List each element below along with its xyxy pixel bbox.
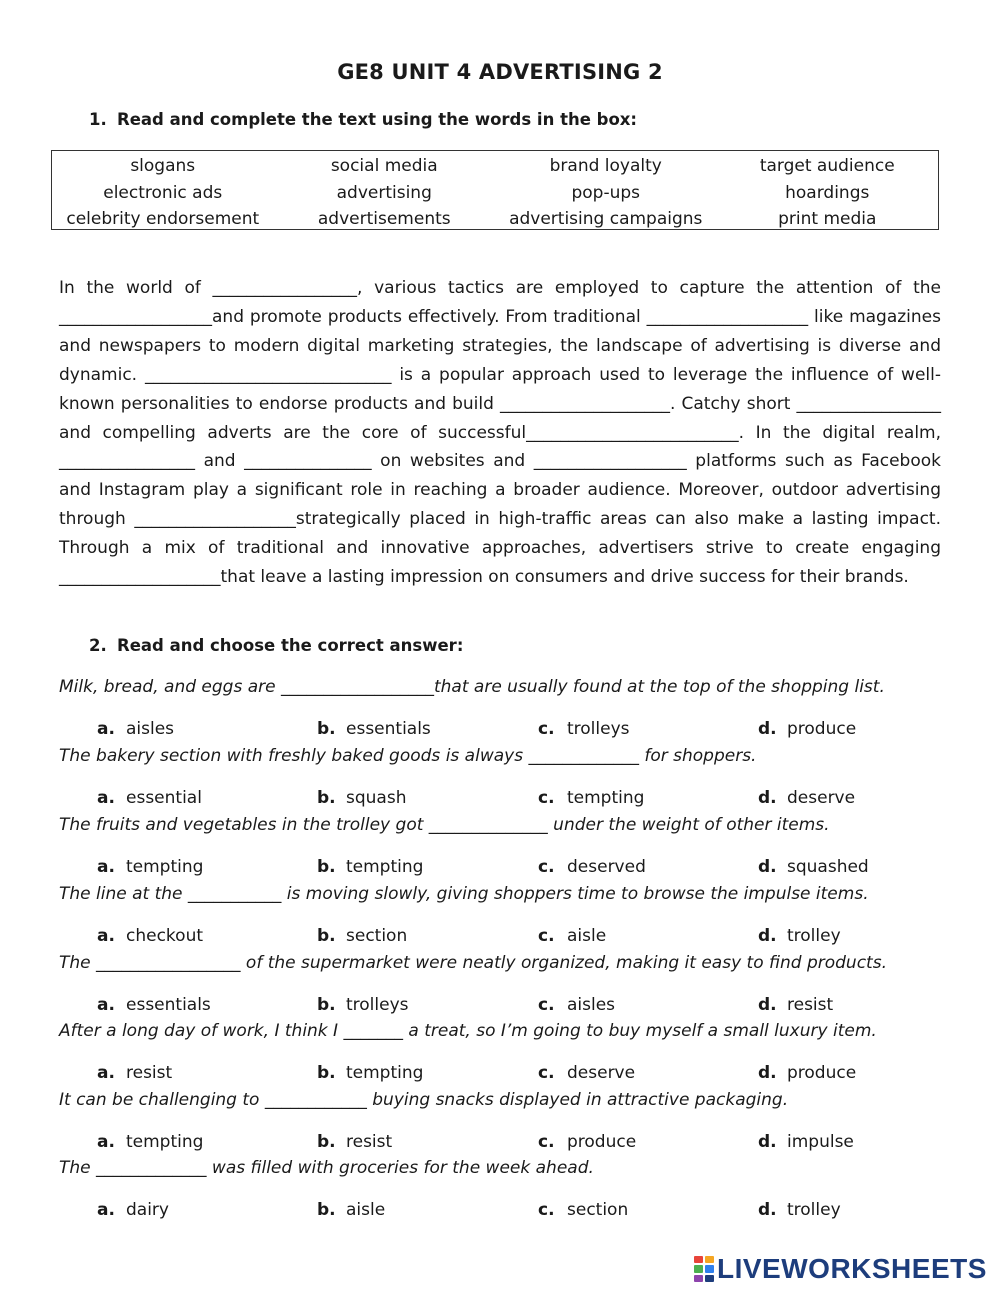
option-text: tempting xyxy=(346,1063,424,1083)
option-c[interactable] xyxy=(538,1132,636,1152)
answer-options xyxy=(97,857,937,881)
option-letter: a. xyxy=(97,788,115,808)
option-text: resist xyxy=(346,1132,393,1152)
option-a[interactable] xyxy=(97,995,211,1015)
option-letter: a. xyxy=(97,719,115,739)
logo-square xyxy=(705,1256,714,1263)
option-letter: b. xyxy=(317,995,336,1015)
answer-options xyxy=(97,788,937,812)
answer-options xyxy=(97,1200,937,1224)
option-a[interactable] xyxy=(97,1063,172,1083)
option-letter: c. xyxy=(538,788,555,808)
question-text: Milk, bread, and eggs are __________________that are usually found at the top of the shopping list. xyxy=(59,677,885,697)
answer-options xyxy=(97,995,937,1019)
option-text: trolley xyxy=(787,926,841,946)
option-text: squashed xyxy=(787,857,869,877)
option-letter: a. xyxy=(97,1132,115,1152)
question-text: The _________________ of the supermarket were neatly organized, making it easy to find products. xyxy=(59,953,887,973)
option-text: checkout xyxy=(126,926,204,946)
option-d[interactable] xyxy=(758,1200,841,1220)
option-d[interactable] xyxy=(758,926,841,946)
word-box-word: hoardings xyxy=(785,182,870,203)
fill-in-passage: In the world of _________________, various tactics are employed to capture the attention of the __________________and promote products effectively. From traditional ___________________ like magazines and newspapers to modern digital marketing strategies, the landscape of advertising is diverse and dynamic. _____________________________ is a popular approach used to leverage the influence of well-known personalities to endorse products and build ____________________. Catchy short _________________ and compelling adverts are the core of successful_________________________. In the digital realm, ________________ and _______________ on websites and __________________ platforms such as Facebook and Instagram play a significant role in reaching a broader audience. Moreover, outdoor advertising through ___________________strategically placed in high-traffic areas can also make a lasting impact. Through a mix of traditional and innovative approaches, advertisers strive to create engaging ___________________that leave a lasting impression on consumers and drive success for their brands. xyxy=(59,278,941,588)
option-letter: c. xyxy=(538,1063,555,1083)
option-d[interactable] xyxy=(758,857,869,877)
option-letter: a. xyxy=(97,1200,115,1220)
option-d[interactable] xyxy=(758,719,856,739)
option-letter: a. xyxy=(97,857,115,877)
section-2-heading xyxy=(89,636,463,655)
word-box-word: brand loyalty xyxy=(549,156,662,177)
option-b[interactable] xyxy=(317,788,406,808)
option-letter: d. xyxy=(758,926,777,946)
option-letter: d. xyxy=(758,995,777,1015)
option-text: resist xyxy=(787,995,834,1015)
option-text: tempting xyxy=(126,1132,204,1152)
option-a[interactable] xyxy=(97,926,203,946)
logo-square xyxy=(705,1265,714,1272)
option-letter: b. xyxy=(317,857,336,877)
option-b[interactable] xyxy=(317,1200,385,1220)
option-text: essentials xyxy=(346,719,431,739)
option-letter: b. xyxy=(317,1132,336,1152)
word-box-word: social media xyxy=(330,156,438,177)
option-text: deserve xyxy=(787,788,856,808)
option-text: squash xyxy=(346,788,407,808)
word-box-word: pop-ups xyxy=(571,182,641,203)
option-a[interactable] xyxy=(97,719,174,739)
option-letter: c. xyxy=(538,926,555,946)
option-a[interactable] xyxy=(97,788,202,808)
answer-options xyxy=(97,1063,937,1087)
option-letter: c. xyxy=(538,1132,555,1152)
option-text: tempting xyxy=(126,857,204,877)
word-box-word: electronic ads xyxy=(103,182,223,203)
option-text: aisle xyxy=(346,1200,386,1220)
option-text: deserved xyxy=(567,857,646,877)
option-text: aisles xyxy=(567,995,616,1015)
option-letter: c. xyxy=(538,995,555,1015)
question-text: The fruits and vegetables in the trolley got ______________ under the weight of other items. xyxy=(59,815,830,835)
logo-square xyxy=(705,1275,714,1282)
option-c[interactable] xyxy=(538,1200,628,1220)
option-a[interactable] xyxy=(97,1200,169,1220)
option-b[interactable] xyxy=(317,995,409,1015)
option-text: produce xyxy=(787,1063,857,1083)
word-box xyxy=(51,150,939,230)
option-d[interactable] xyxy=(758,1132,854,1152)
section-1-number: 1. xyxy=(89,110,107,129)
option-letter: d. xyxy=(758,857,777,877)
option-text: impulse xyxy=(787,1132,854,1152)
word-box-word: celebrity endorsement xyxy=(66,209,260,230)
option-text: aisles xyxy=(126,719,175,739)
logo-square xyxy=(694,1265,703,1272)
option-text: aisle xyxy=(567,926,607,946)
section-2-number: 2. xyxy=(89,636,107,655)
liveworksheets-logo[interactable] xyxy=(694,1252,987,1286)
logo-square xyxy=(694,1275,703,1282)
option-letter: b. xyxy=(317,926,336,946)
option-letter: b. xyxy=(317,1063,336,1083)
page-title: GE8 UNIT 4 ADVERTISING 2 xyxy=(337,60,663,84)
word-box-word: advertising xyxy=(336,182,432,203)
option-text: trolley xyxy=(787,1200,841,1220)
option-a[interactable] xyxy=(97,1132,203,1152)
option-letter: d. xyxy=(758,1132,777,1152)
answer-options xyxy=(97,1132,937,1156)
section-1-heading-text: Read and complete the text using the words in the box: xyxy=(117,110,638,129)
section-1-heading xyxy=(89,110,637,129)
option-letter: a. xyxy=(97,926,115,946)
option-letter: d. xyxy=(758,1063,777,1083)
option-text: essential xyxy=(126,788,202,808)
option-text: dairy xyxy=(126,1200,169,1220)
word-box-word: slogans xyxy=(130,156,196,177)
option-letter: b. xyxy=(317,1200,336,1220)
option-letter: b. xyxy=(317,719,336,739)
answer-options xyxy=(97,926,937,950)
option-b[interactable] xyxy=(317,1132,392,1152)
option-a[interactable] xyxy=(97,857,203,877)
question-text: The bakery section with freshly baked goods is always _____________ for shoppers. xyxy=(59,746,757,766)
section-2-heading-text: Read and choose the correct answer: xyxy=(117,636,464,655)
option-text: produce xyxy=(787,719,857,739)
question-text: After a long day of work, I think I _______ a treat, so I’m going to buy myself a small luxury item. xyxy=(59,1021,877,1041)
option-text: trolleys xyxy=(346,995,409,1015)
question-text: It can be challenging to ____________ buying snacks displayed in attractive packaging. xyxy=(59,1090,789,1110)
option-text: section xyxy=(567,1200,629,1220)
option-letter: d. xyxy=(758,1200,777,1220)
option-letter: d. xyxy=(758,788,777,808)
option-text: produce xyxy=(567,1132,637,1152)
option-letter: a. xyxy=(97,995,115,1015)
logo-text: LIVEWORKSHEETS xyxy=(717,1253,987,1284)
option-b[interactable] xyxy=(317,926,407,946)
option-c[interactable] xyxy=(538,926,606,946)
option-text: deserve xyxy=(567,1063,636,1083)
question-text: The _____________ was filled with groceries for the week ahead. xyxy=(59,1158,594,1178)
logo-square xyxy=(694,1256,703,1263)
option-d[interactable] xyxy=(758,788,855,808)
option-text: tempting xyxy=(346,857,424,877)
word-box-table xyxy=(52,153,938,233)
option-text: tempting xyxy=(567,788,645,808)
option-letter: c. xyxy=(538,719,555,739)
option-d[interactable] xyxy=(758,1063,856,1083)
option-text: trolleys xyxy=(567,719,630,739)
option-letter: c. xyxy=(538,1200,555,1220)
option-letter: a. xyxy=(97,1063,115,1083)
option-b[interactable] xyxy=(317,719,431,739)
option-c[interactable] xyxy=(538,719,630,739)
option-text: resist xyxy=(126,1063,173,1083)
question-text: The line at the ___________ is moving slowly, giving shoppers time to browse the impulse items. xyxy=(59,884,869,904)
option-letter: d. xyxy=(758,719,777,739)
option-b[interactable] xyxy=(317,1063,423,1083)
option-d[interactable] xyxy=(758,995,833,1015)
word-box-row xyxy=(52,153,938,180)
liveworksheets-logo-icon xyxy=(694,1256,714,1282)
word-box-word: print media xyxy=(778,209,877,230)
option-letter: b. xyxy=(317,788,336,808)
option-c[interactable] xyxy=(538,1063,635,1083)
option-letter: c. xyxy=(538,857,555,877)
word-box-row xyxy=(52,206,938,233)
option-text: essentials xyxy=(126,995,211,1015)
answer-options xyxy=(97,719,937,743)
word-box-word: advertising campaigns xyxy=(509,209,703,230)
option-b[interactable] xyxy=(317,857,423,877)
word-box-word: advertisements xyxy=(317,209,451,230)
option-c[interactable] xyxy=(538,995,615,1015)
option-c[interactable] xyxy=(538,788,644,808)
word-box-word: target audience xyxy=(759,156,895,177)
option-c[interactable] xyxy=(538,857,646,877)
option-text: section xyxy=(346,926,408,946)
word-box-row xyxy=(52,180,938,207)
